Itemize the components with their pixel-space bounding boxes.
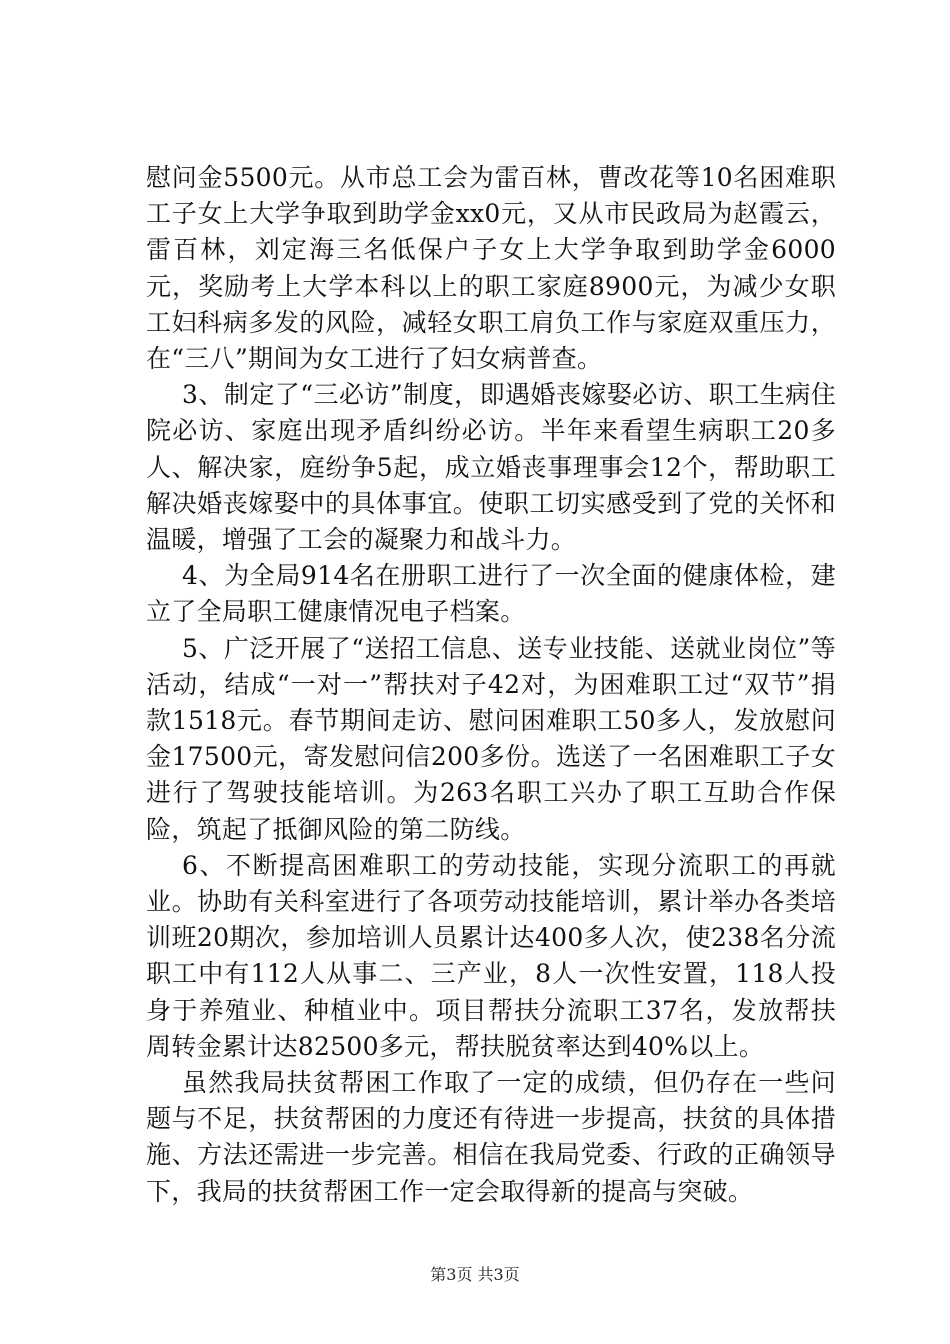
- paragraph-3: 4、为全局914名在册职工进行了一次全面的健康体检，建立了全局职工健康情况电子档案。: [146, 561, 836, 627]
- paragraph-1: 慰问金5500元。从市总工会为雷百林，曹改花等10名困难职工子女上大学争取到助学金xx0元，又从市民政局为赵霞云，雷百林，刘定海三名低保户子女上大学争取到助学金6000元，奖励考上大学本科以上的职工家庭8900元，为减少女职工妇科病多发的风险，减轻女职工肩负工作与家庭双重压力，在“三八”期间为女工进行了妇女病普查。: [146, 163, 836, 374]
- page-footer: 第3页 共3页: [430, 1265, 520, 1284]
- paragraph-6: 虽然我局扶贫帮困工作取了一定的成绩，但仍存在一些问题与不足，扶贫帮困的力度还有待进一步提高，扶贫的具体措施、方法还需进一步完善。相信在我局党委、行政的正确领导下，我局的扶贫帮困工作一定会取得新的提高与突破。: [146, 1068, 836, 1206]
- paragraph-2: 3、制定了“三必访”制度，即遇婚丧嫁娶必访、职工生病住院必访、家庭出现矛盾纠纷必访。半年来看望生病职工20多人、解决家，庭纷争5起，成立婚丧事理事会12个，帮助职工解决婚丧嫁娶中的具体事宜。使职工切实感受到了党的关怀和温暖，增强了工会的凝聚力和战斗力。: [146, 380, 836, 555]
- document-body: [146, 160, 836, 1210]
- paragraph-5: 6、不断提高困难职工的劳动技能，实现分流职工的再就业。协助有关科室进行了各项劳动技能培训，累计举办各类培训班20期次，参加培训人员累计达400多人次，使238名分流职工中有112人从事二、三产业，8人一次性安置，118人投身于养殖业、种植业中。项目帮扶分流职工37名，发放帮扶周转金累计达82500多元，帮扶脱贫率达到40%以上。: [146, 850, 836, 1061]
- paragraph-4: 5、广泛开展了“送招工信息、送专业技能、送就业岗位”等活动，结成“一对一”帮扶对子42对，为困难职工过“双节”捐款1518元。春节期间走访、慰问困难职工50多人，发放慰问金17500元，寄发慰问信200多份。选送了一名困难职工子女进行了驾驶技能培训。为263名职工兴办了职工互助合作保险，筑起了抵御风险的第二防线。: [146, 633, 836, 844]
